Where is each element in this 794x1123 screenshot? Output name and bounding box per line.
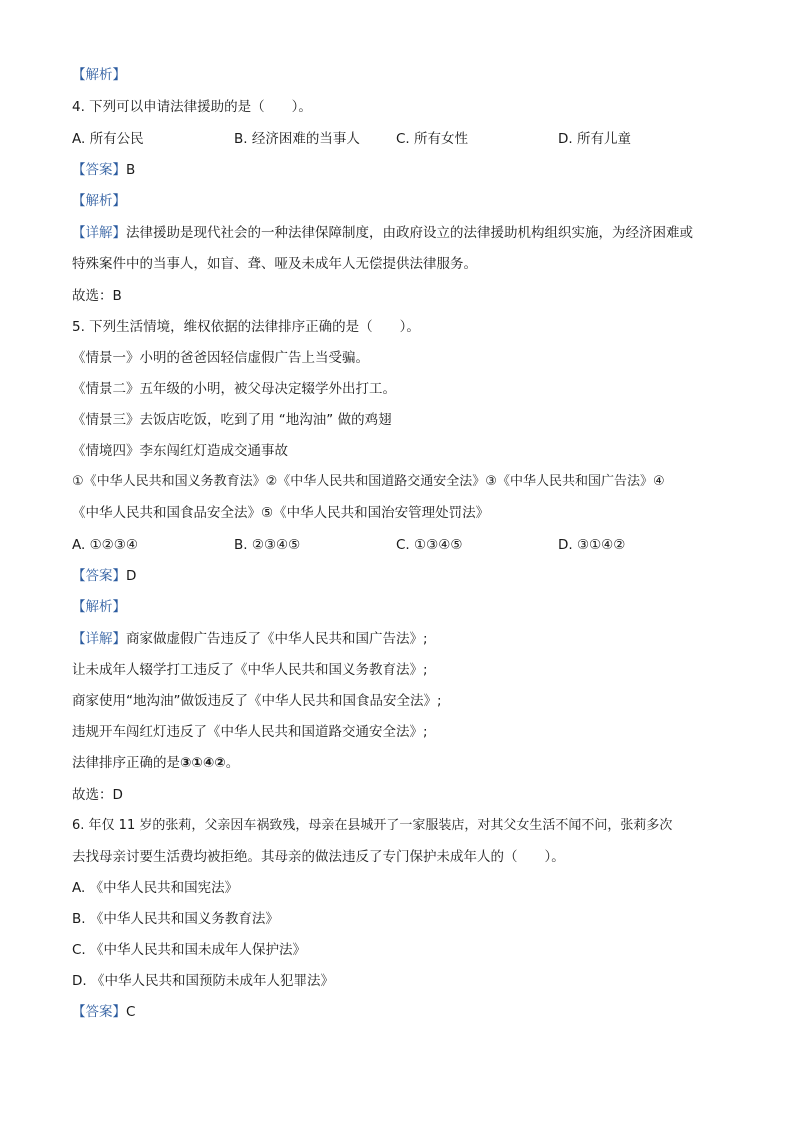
detail-label: 【详解】 — [72, 225, 126, 241]
q5-option-a: A. ①②③④ — [72, 537, 138, 553]
q4-option-c: C. 所有女性 — [396, 131, 469, 147]
detail-order: ③①④② — [180, 755, 226, 771]
detail-period: 。 — [225, 755, 240, 771]
question-6-line-2: 去找母亲讨要生活费均被拒绝。其母亲的做法违反了专门保护未成年人的（ ）。 — [72, 849, 565, 865]
detail-text: 商家做虚假广告违反了《中华人民共和国广告法》; — [126, 631, 428, 647]
q5-laws-line-1: ①《中华人民共和国义务教育法》②《中华人民共和国道路交通安全法》③《中华人民共和国广告法》④ — [72, 474, 665, 489]
q5-detail-line-3: 商家使用“地沟油”做饭违反了《中华人民共和国食品安全法》; — [72, 693, 442, 709]
q4-choice: 故选：B — [72, 288, 122, 304]
question-6-line-1: 6. 年仅 11 岁的张莉，父亲因车祸致残，母亲在县城开了一家服装店，对其父女生活不闻不问，张莉多次 — [72, 818, 673, 833]
q5-detail-line-1 — [72, 630, 428, 648]
q4-option-b: B. 经济困难的当事人 — [234, 131, 360, 147]
answer-value: B — [126, 162, 136, 178]
q5-option-b: B. ②③④⑤ — [234, 537, 301, 553]
q6-option-c: C. 《中华人民共和国未成年人保护法》 — [72, 942, 307, 958]
q5-scenario-4: 《情境四》李东闯红灯造成交通事故 — [72, 443, 288, 459]
q6-option-a: A. 《中华人民共和国宪法》 — [72, 880, 239, 896]
q4-option-a: A. 所有公民 — [72, 131, 144, 147]
question-4: 4. 下列可以申请法律援助的是（ ）。 — [72, 99, 312, 115]
q4-answer — [72, 161, 135, 179]
q5-detail-line-5 — [72, 754, 239, 772]
answer-label: 【答案】 — [72, 162, 126, 178]
q4-detail-line-1 — [72, 224, 693, 242]
analysis-label: 【解析】 — [72, 67, 126, 83]
q4-option-d: D. 所有儿童 — [558, 131, 631, 147]
detail-label: 【详解】 — [72, 631, 126, 647]
q6-answer — [72, 1003, 135, 1021]
q5-scenario-2: 《情景二》五年级的小明，被父母决定辍学外出打工。 — [72, 381, 396, 397]
q5-answer — [72, 567, 136, 585]
q5-detail-line-4: 违规开车闯红灯违反了《中华人民共和国道路交通安全法》; — [72, 724, 428, 740]
q5-option-d: D. ③①④② — [558, 537, 626, 553]
detail-text: 法律援助是现代社会的一种法律保障制度，由政府设立的法律援助机构组织实施，为经济困难或 — [126, 225, 693, 241]
q5-detail-line-2: 让未成年人辍学打工违反了《中华人民共和国义务教育法》; — [72, 662, 428, 678]
answer-label: 【答案】 — [72, 568, 126, 584]
q5-option-c: C. ①③④⑤ — [396, 537, 463, 553]
q5-scenario-3: 《情景三》去饭店吃饭，吃到了用 “地沟油” 做的鸡翅 — [72, 412, 392, 428]
analysis-label: 【解析】 — [72, 193, 126, 209]
q5-laws-line-2: 《中华人民共和国食品安全法》⑤《中华人民共和国治安管理处罚法》 — [72, 505, 490, 521]
answer-value: C — [126, 1004, 136, 1020]
q5-choice: 故选：D — [72, 787, 123, 803]
question-5: 5. 下列生活情境，维权依据的法律排序正确的是（ ）。 — [72, 319, 420, 335]
q6-option-b: B. 《中华人民共和国义务教育法》 — [72, 911, 279, 927]
q5-scenario-1: 《情景一》小明的爸爸因轻信虚假广告上当受骗。 — [72, 350, 369, 366]
answer-label: 【答案】 — [72, 1004, 126, 1020]
answer-value: D — [126, 568, 137, 584]
q6-option-d: D. 《中华人民共和国预防未成年人犯罪法》 — [72, 973, 334, 989]
detail-text: 法律排序正确的是 — [72, 755, 180, 771]
analysis-label: 【解析】 — [72, 599, 126, 615]
q4-detail-line-2: 特殊案件中的当事人，如盲、聋、哑及未成年人无偿提供法律服务。 — [72, 256, 477, 272]
